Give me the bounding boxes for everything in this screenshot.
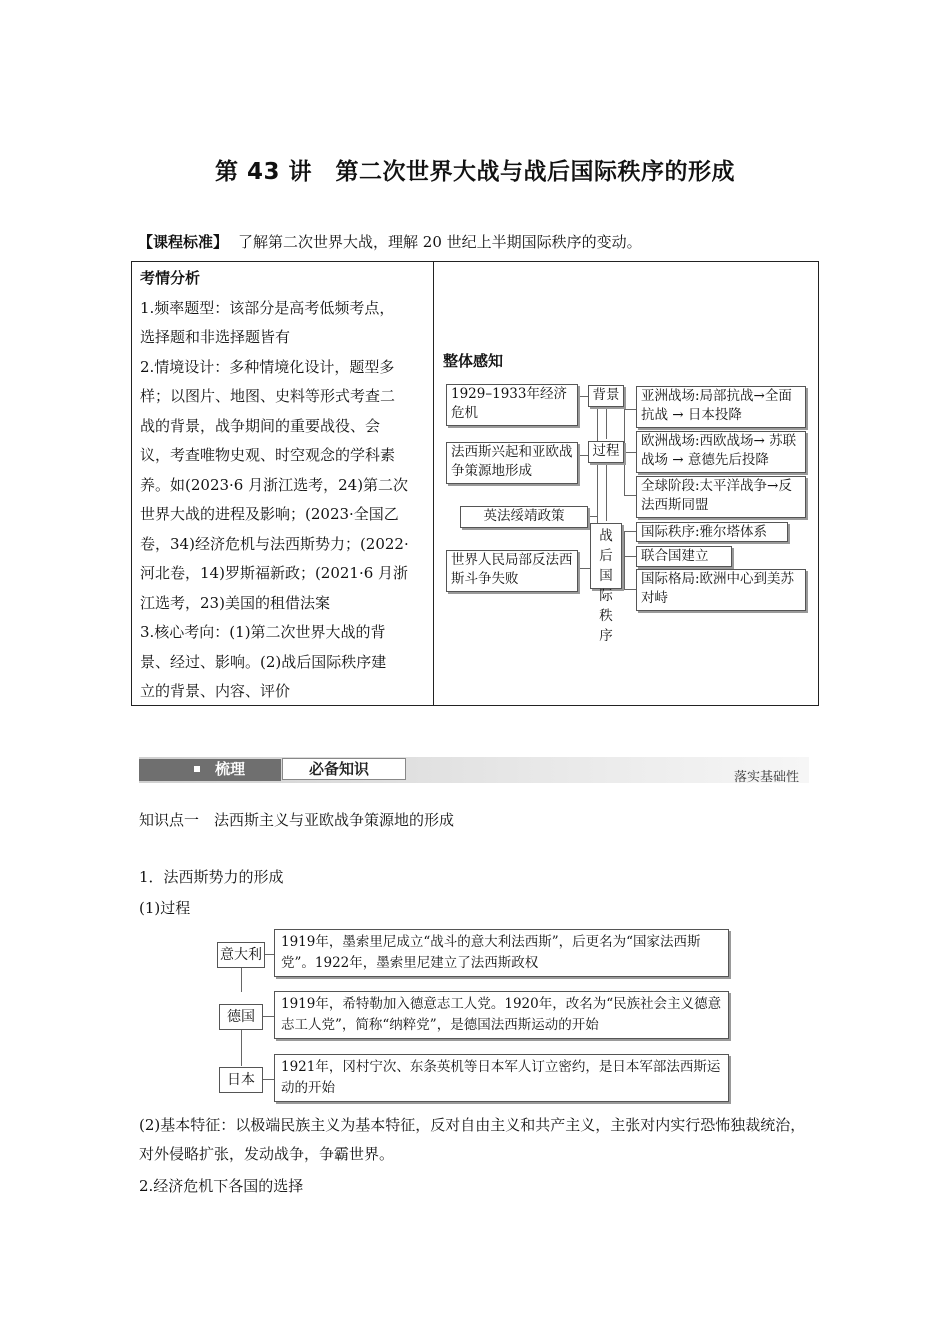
banner-right-label: 落实基础性 [733,770,799,785]
basic-features-paragraph: (2)基本特征：以极端民族主义为基本特征，反对自由主义和共产主义，主张对内实行恐怖独裁统治，对外侵略扩张，发动战争，争霸世界。 [139,1116,806,1163]
analysis-line: 2.情境设计：多种情境化设计，题型多 [140,357,395,376]
course-standard [138,231,642,252]
italy-description: 1919年，墨索里尼成立“战斗的意大利法西斯”，后更名为“国家法西斯党”。1922年，墨索里尼建立了法西斯政权 [274,929,729,977]
arrow-line [606,405,607,439]
connector [624,409,636,410]
germany-description: 1919年，希特勒加入德意志工人党。1920年，改名为“民族社会主义德意志工人党”，简称“纳粹党”，是德国法西斯运动的开始 [274,991,729,1039]
connector [580,568,590,569]
cause-fascism-rise: 法西斯兴起和亚欧战争策源地形成 [446,442,578,484]
analysis-line: 样；以图片、地图、史料等形式考查二 [140,387,396,405]
exam-analysis [140,264,428,707]
analysis-line: 养。如(2023·6 月浙江选考，24)第二次 [140,475,409,494]
banner-middle-label: 必备知识 [309,760,370,778]
connector [624,452,636,453]
course-standard-text: 了解第二次世界大战，理解 20 世纪上半期国际秩序的变动。 [238,233,642,251]
connector [624,531,636,532]
banner-left-label: 梳理 [215,760,246,778]
table-divider [433,262,434,705]
analysis-line: 景、经过、影响。(2)战后国际秩序建 [140,652,387,671]
stage-process: 过程 [588,441,624,463]
knowledge-point-title: 知识点一 法西斯主义与亚欧战争策源地的形成 [139,811,455,829]
arrow-line [606,461,607,521]
detail-europe: 欧洲战场:西欧战场→ 苏联战场 → 意德先后投降 [636,431,806,473]
connector [241,1028,242,1066]
connector [241,966,242,992]
subheading-economic-crisis-choices: 2.经济危机下各国的选择 [139,1177,304,1195]
analysis-line: 立的背景、内容、评价 [140,682,291,700]
page-title: 第 43 讲 第二次世界大战与战后国际秩序的形成 [214,159,736,185]
cause-resistance-failure: 世界人民局部反法西斯斗争失败 [446,550,578,592]
square-bullet-icon [194,766,200,772]
exam-analysis-heading: 考情分析 [140,269,201,287]
analysis-line: 世界大战的进程及影响；(2023·全国乙 [140,505,399,523]
banner-dark-block [139,759,281,781]
stage-postwar-order: 战后国际秩序 [590,523,622,589]
analysis-line: 选择题和非选择题皆有 [140,328,291,346]
subheading-fascist-forces: 1．法西斯势力的形成 [139,868,284,886]
connector [624,556,636,557]
country-italy: 意大利 [217,942,265,968]
stage-background: 背景 [588,385,624,407]
connector [264,954,274,955]
detail-global: 全球阶段:太平洋战争→反法西斯同盟 [636,476,806,518]
connector [624,495,636,496]
connector [624,589,636,590]
course-standard-label: 【课程标准】 [138,233,229,251]
analysis-line: 1.频率题型：该部分是高考低频考点， [140,298,395,317]
detail-un: 联合国建立 [636,546,732,567]
analysis-line: 江选考，23)美国的租借法案 [140,593,330,612]
detail-yalta: 国际秩序:雅尔塔体系 [636,522,788,542]
connector [262,1016,274,1017]
subheading-process: (1)过程 [139,899,191,917]
analysis-line: 3.核心考向：(1)第二次世界大战的背 [140,623,386,641]
analysis-line: 卷，34)经济危机与法西斯势力；(2022· [140,534,409,553]
connector [624,531,625,589]
cause-economic-crisis: 1929–1933年经济危机 [446,384,578,426]
country-germany: 德国 [219,1004,263,1030]
detail-asia: 亚洲战场:局部抗战→全面抗战 → 日本投降 [636,386,806,428]
analysis-line: 河北卷，14)罗斯福新政；(2021·6 月浙 [140,564,409,582]
section-banner [139,757,809,783]
cause-appeasement: 英法绥靖政策 [460,506,588,528]
detail-pattern: 国际格局:欧洲中心到美苏对峙 [636,569,806,611]
connector [262,1079,274,1080]
analysis-line: 议，考查唯物史观、时空观念的学科素 [140,446,396,464]
country-japan: 日本 [219,1067,263,1093]
overview-label: 整体感知 [443,352,504,370]
japan-description: 1921年，冈村宁次、东条英机等日本军人订立密约，是日本军部法西斯运动的开始 [274,1054,729,1102]
analysis-line: 战的背景，战争期间的重要战役、会 [140,416,381,435]
